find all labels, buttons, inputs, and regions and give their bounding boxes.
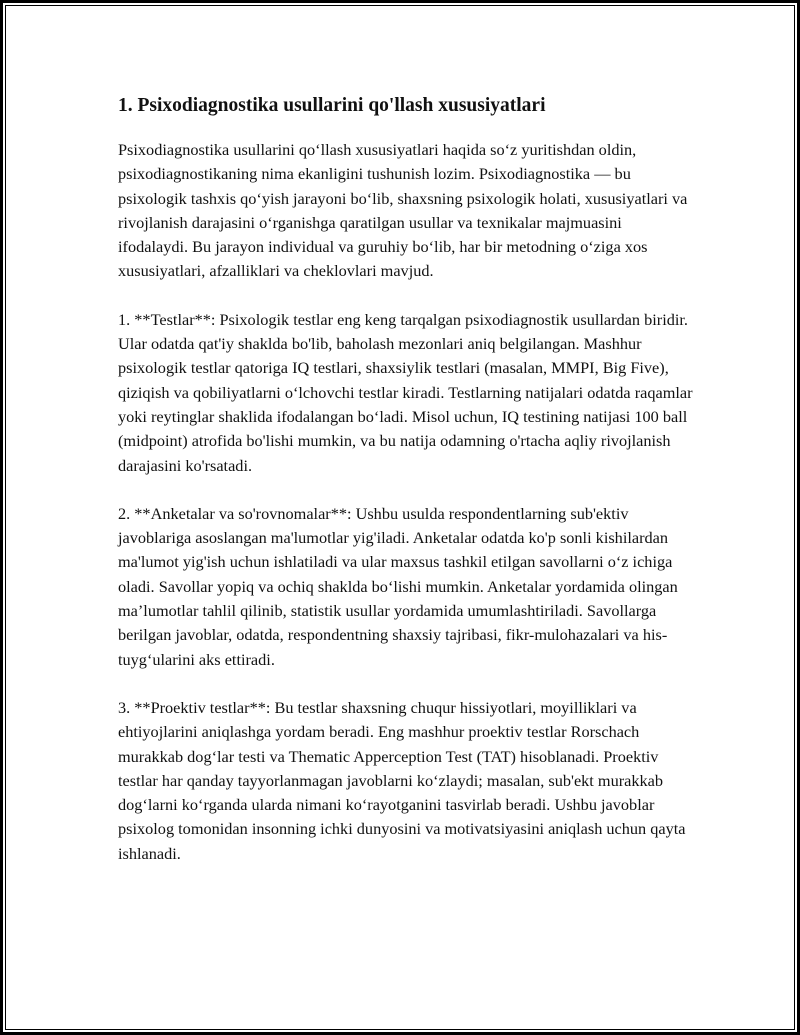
document-body <box>118 92 693 890</box>
projective-tests-paragraph: 3. **Proektiv testlar**: Bu testlar shaxsning chuqur hissiyotlari, moyilliklari va ehtiyojlarini aniqlashga yordam beradi. Eng mashhur proektiv testlar Rorschach murakkab dog‘lar testi va Thematic Apperception Test (TAT) hisoblanadi. Proektiv testlar har qanday tayyorlanmagan javoblarni ko‘zlaydi; masalan, sub'ekt murakkab dog‘larni ko‘rganda ularda nimani ko‘rayotganini tasvirlab beradi. Ushbu javoblar psixolog tomonidan insonning ichki dunyosini va motivatsiyasini aniqlash uchun qayta ishlanadi. <box>118 697 686 863</box>
intro-paragraph: Psixodiagnostika usullarini qo‘llash xususiyatlari haqida so‘z yuritishdan oldin, psixodiagnostikaning nima ekanligini tushunish lozim. Psixodiagnostika — bu psixologik tashxis qo‘yish jarayoni bo‘lib, shaxsning psixologik holati, xususiyatlari va rivojlanish darajasini o‘rganishga qaratilgan usullar va texnikalar majmuasini ifodalaydi. Bu jarayon individual va guruhiy bo‘lib, har bir metodning o‘ziga xos xususiyatlari, afzalliklari va cheklovlari mavjud. <box>118 140 688 281</box>
tests-paragraph: 1. **Testlar**: Psixologik testlar eng keng tarqalgan psixodiagnostik usullardan biridir. Ular odatda qat'iy shaklda bo'lib, baholash mezonlari aniq belgilangan. Mashhur psixologik testlar qatoriga IQ testlari, shaxsiylik testlari (masalan, MMPI, Big Five), qiziqish va qobiliyatlarni o‘lchovchi testlar kiradi. Testlarning natijalari odatda raqamlar yoki reytinglar shaklida ifodalangan bo‘ladi. Misol uchun, IQ testining natijasi 100 ball (midpoint) atrofida bo'lishi mumkin, va bu natija odamning o'rtacha aqliy rivojlanish darajasini ko'rsatadi. <box>118 309 693 475</box>
section-heading: 1. Psixodiagnostika usullarini qo'llash xususiyatlari <box>118 95 546 116</box>
questionnaires-paragraph: 2. **Anketalar va so'rovnomalar**: Ushbu usulda respondentlarning sub'ektiv javoblariga asoslangan ma'lumotlar yig'iladi. Anketalar odatda ko'p sonli kishilardan ma'lumot yig'ish uchun ishlatiladi va ular maxsus tashkil etilgan savollarni o‘z ichiga oladi. Savollar yopiq va ochiq shaklda bo‘lishi mumkin. Anketalar yordamida olingan ma’lumotlar tahlil qilinib, statistik usullar yordamida umumlashtiriladi. Savollarga berilgan javoblar, odatda, respondentning shaxsiy tajribasi, fikr-mulohazalari va his-tuyg‘ularini aks ettiradi. <box>118 503 678 669</box>
